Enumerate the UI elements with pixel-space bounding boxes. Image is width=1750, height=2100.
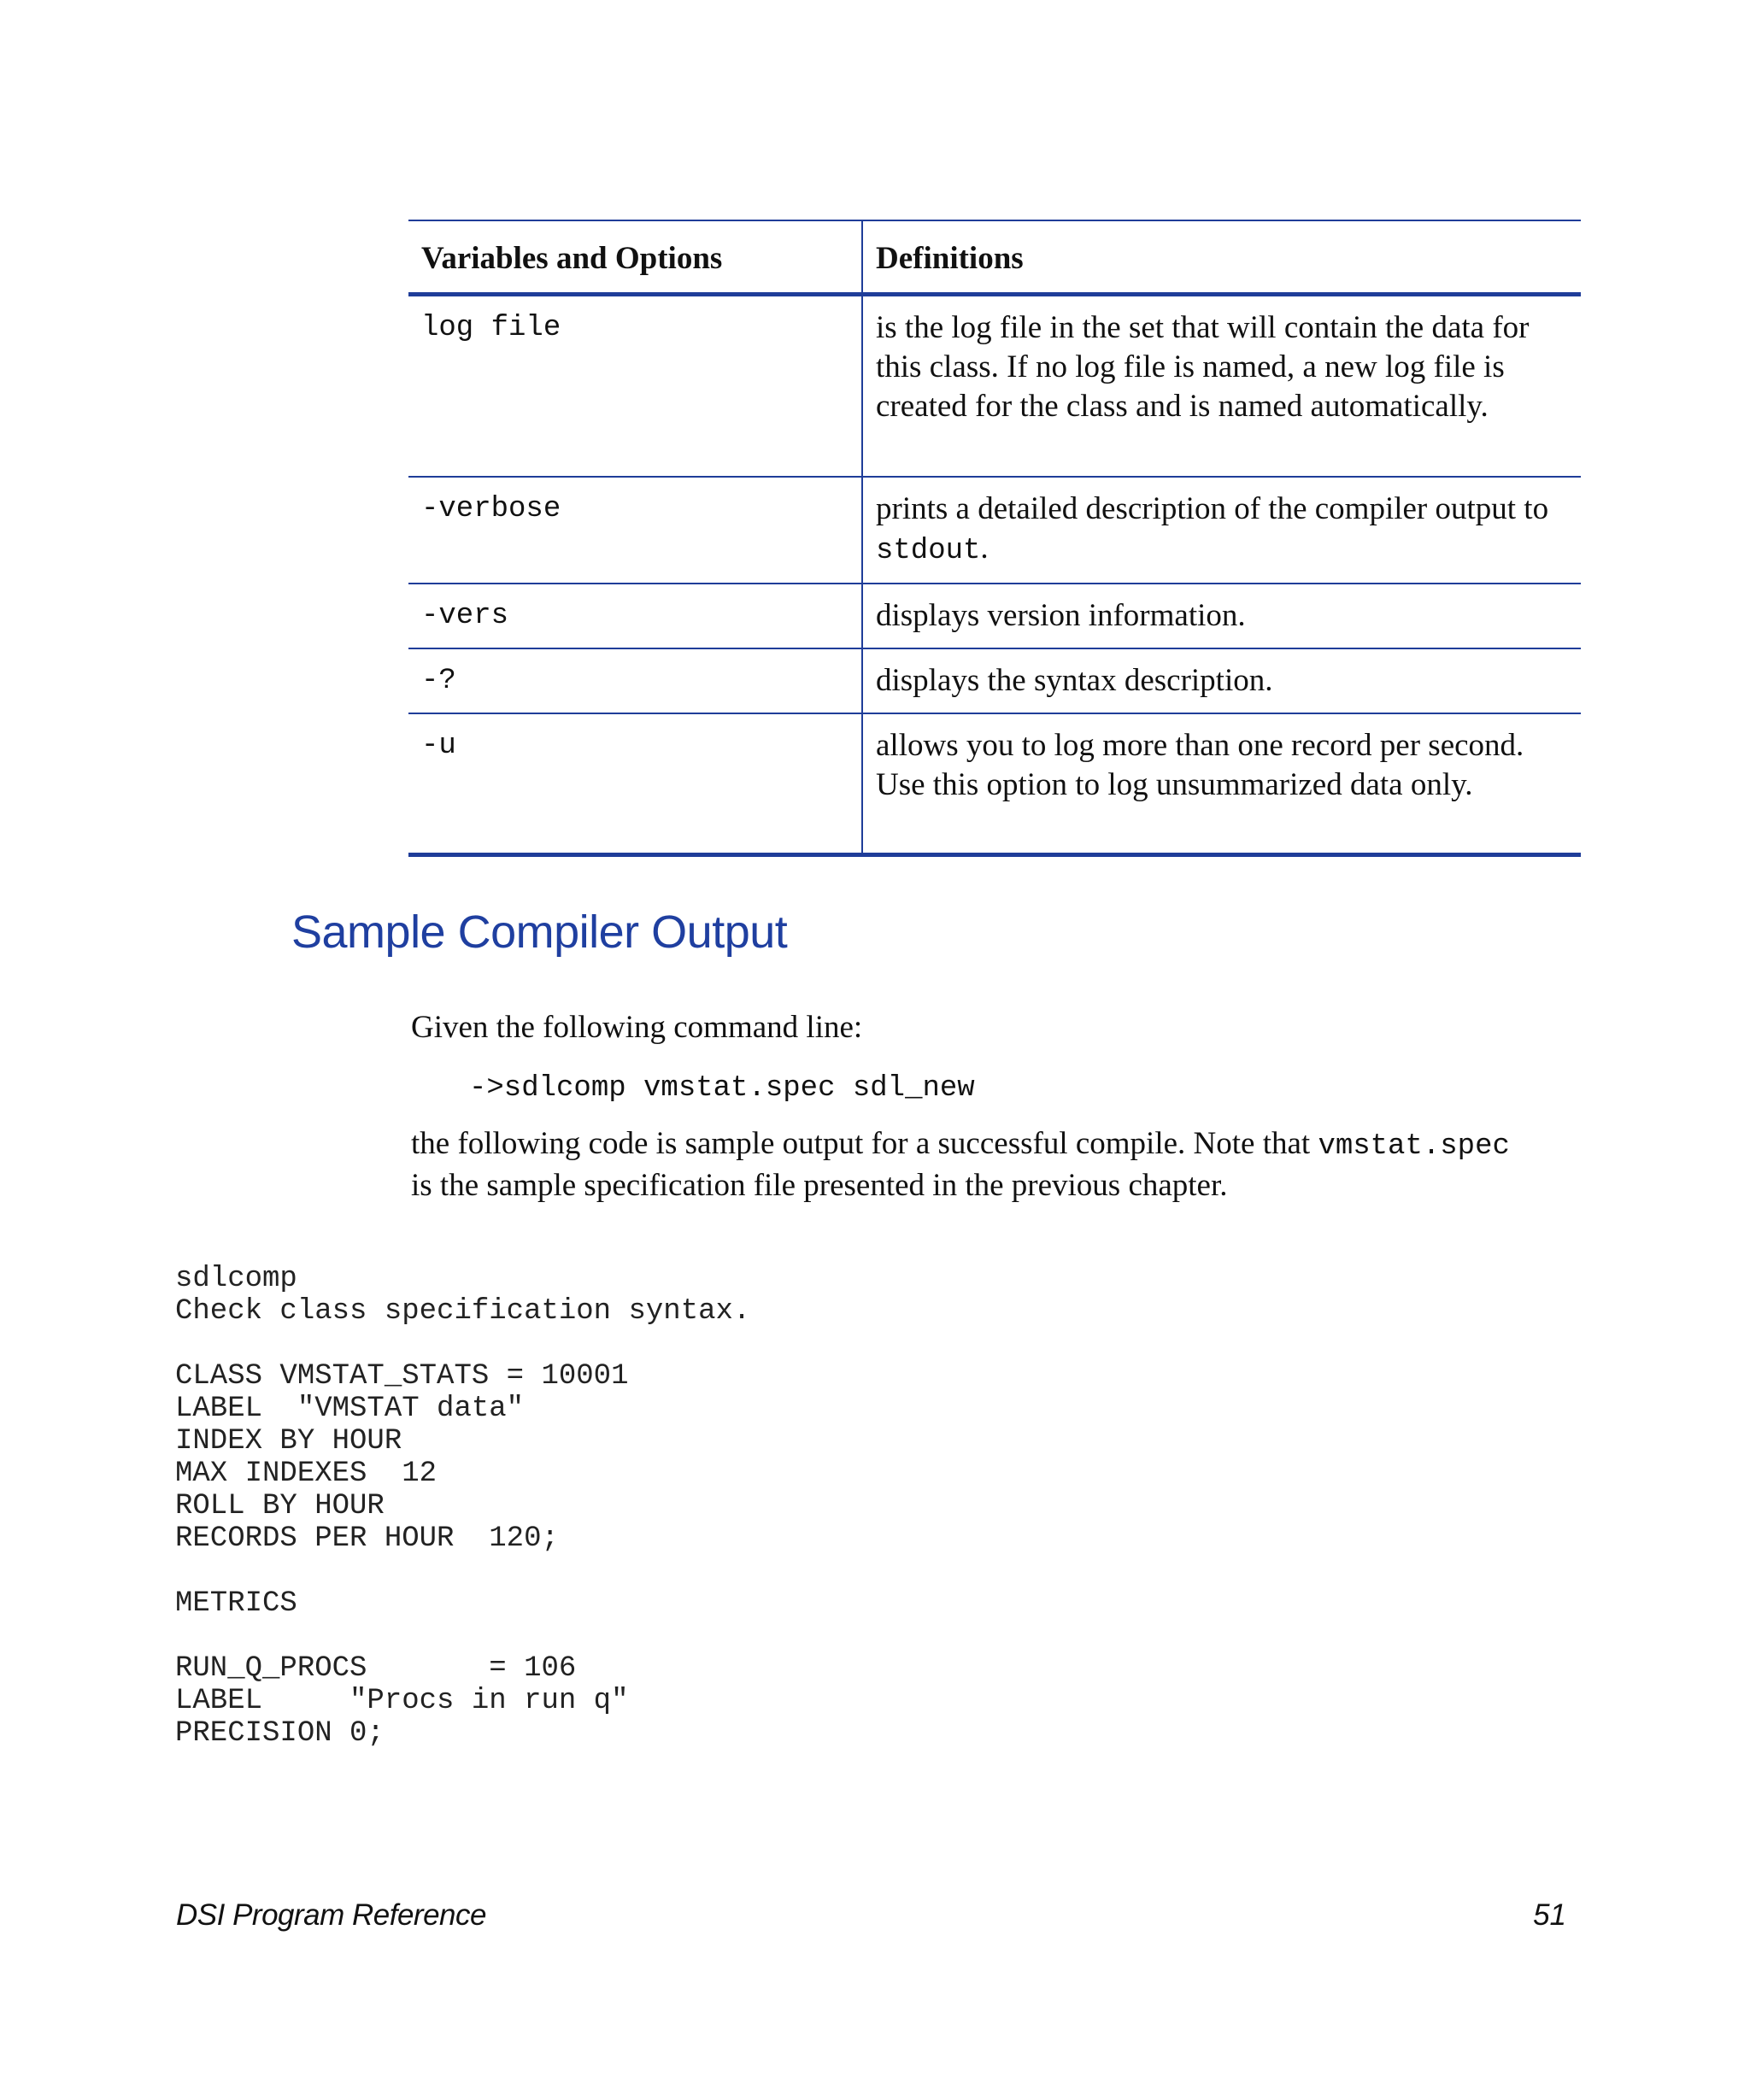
code-line: RUN_Q_PROCS = 106 bbox=[175, 1652, 577, 1685]
code-line: PRECISION 0; bbox=[175, 1717, 385, 1750]
column-header-options: Variables and Options bbox=[408, 220, 862, 295]
code-line: sdlcomp bbox=[175, 1263, 297, 1295]
result-text-end: is the sample specification file presented in the previous chapter. bbox=[411, 1168, 1228, 1203]
definition-text-end: . bbox=[980, 530, 989, 566]
column-header-definitions: Definitions bbox=[862, 220, 1581, 295]
option-definition: is the log file in the set that will contain the data for this class. If no log file is named, a new log file is created for the class and is named automatically. bbox=[862, 295, 1581, 477]
code-line: CLASS VMSTAT_STATS = 10001 bbox=[175, 1360, 629, 1393]
code-line: Check class specification syntax. bbox=[175, 1295, 751, 1328]
code-line: INDEX BY HOUR bbox=[175, 1425, 402, 1458]
command-line-example: ->sdlcomp vmstat.spec sdl_new bbox=[469, 1072, 975, 1105]
options-table bbox=[408, 220, 1581, 857]
table-header-row bbox=[408, 220, 1581, 295]
table-row bbox=[408, 477, 1581, 584]
code-line: LABEL "Procs in run q" bbox=[175, 1685, 629, 1717]
code-line: METRICS bbox=[175, 1587, 297, 1620]
option-name: -u bbox=[408, 713, 862, 855]
option-name: log file bbox=[408, 295, 862, 477]
section-heading: Sample Compiler Output bbox=[291, 906, 788, 958]
table-row bbox=[408, 584, 1581, 648]
table-row bbox=[408, 648, 1581, 713]
code-line: MAX INDEXES 12 bbox=[175, 1458, 438, 1490]
compiler-output-code bbox=[175, 1263, 750, 1750]
code-line: ROLL BY HOUR bbox=[175, 1490, 385, 1522]
option-definition: displays version information. bbox=[862, 584, 1581, 648]
option-definition bbox=[862, 477, 1581, 584]
definition-text: prints a detailed description of the compiler output to bbox=[876, 490, 1549, 526]
intro-paragraph: Given the following command line: bbox=[411, 1010, 863, 1045]
result-text: the following code is sample output for a successful compile. Note that bbox=[411, 1126, 1318, 1161]
option-name: -vers bbox=[408, 584, 862, 648]
option-name: -verbose bbox=[408, 477, 862, 584]
code-line: LABEL "VMSTAT data" bbox=[175, 1393, 525, 1425]
result-paragraph bbox=[411, 1124, 1522, 1205]
spec-file-name: vmstat.spec bbox=[1318, 1130, 1510, 1163]
table-row bbox=[408, 713, 1581, 855]
definition-code: stdout bbox=[876, 534, 981, 567]
option-definition: allows you to log more than one record per second. Use this option to log unsummarized data only. bbox=[862, 713, 1581, 855]
table-row bbox=[408, 295, 1581, 477]
code-line: RECORDS PER HOUR 120; bbox=[175, 1522, 559, 1555]
footer-page-number: 51 bbox=[1533, 1898, 1566, 1932]
option-definition: displays the syntax description. bbox=[862, 648, 1581, 713]
footer-document-title: DSI Program Reference bbox=[176, 1898, 486, 1932]
option-name: -? bbox=[408, 648, 862, 713]
